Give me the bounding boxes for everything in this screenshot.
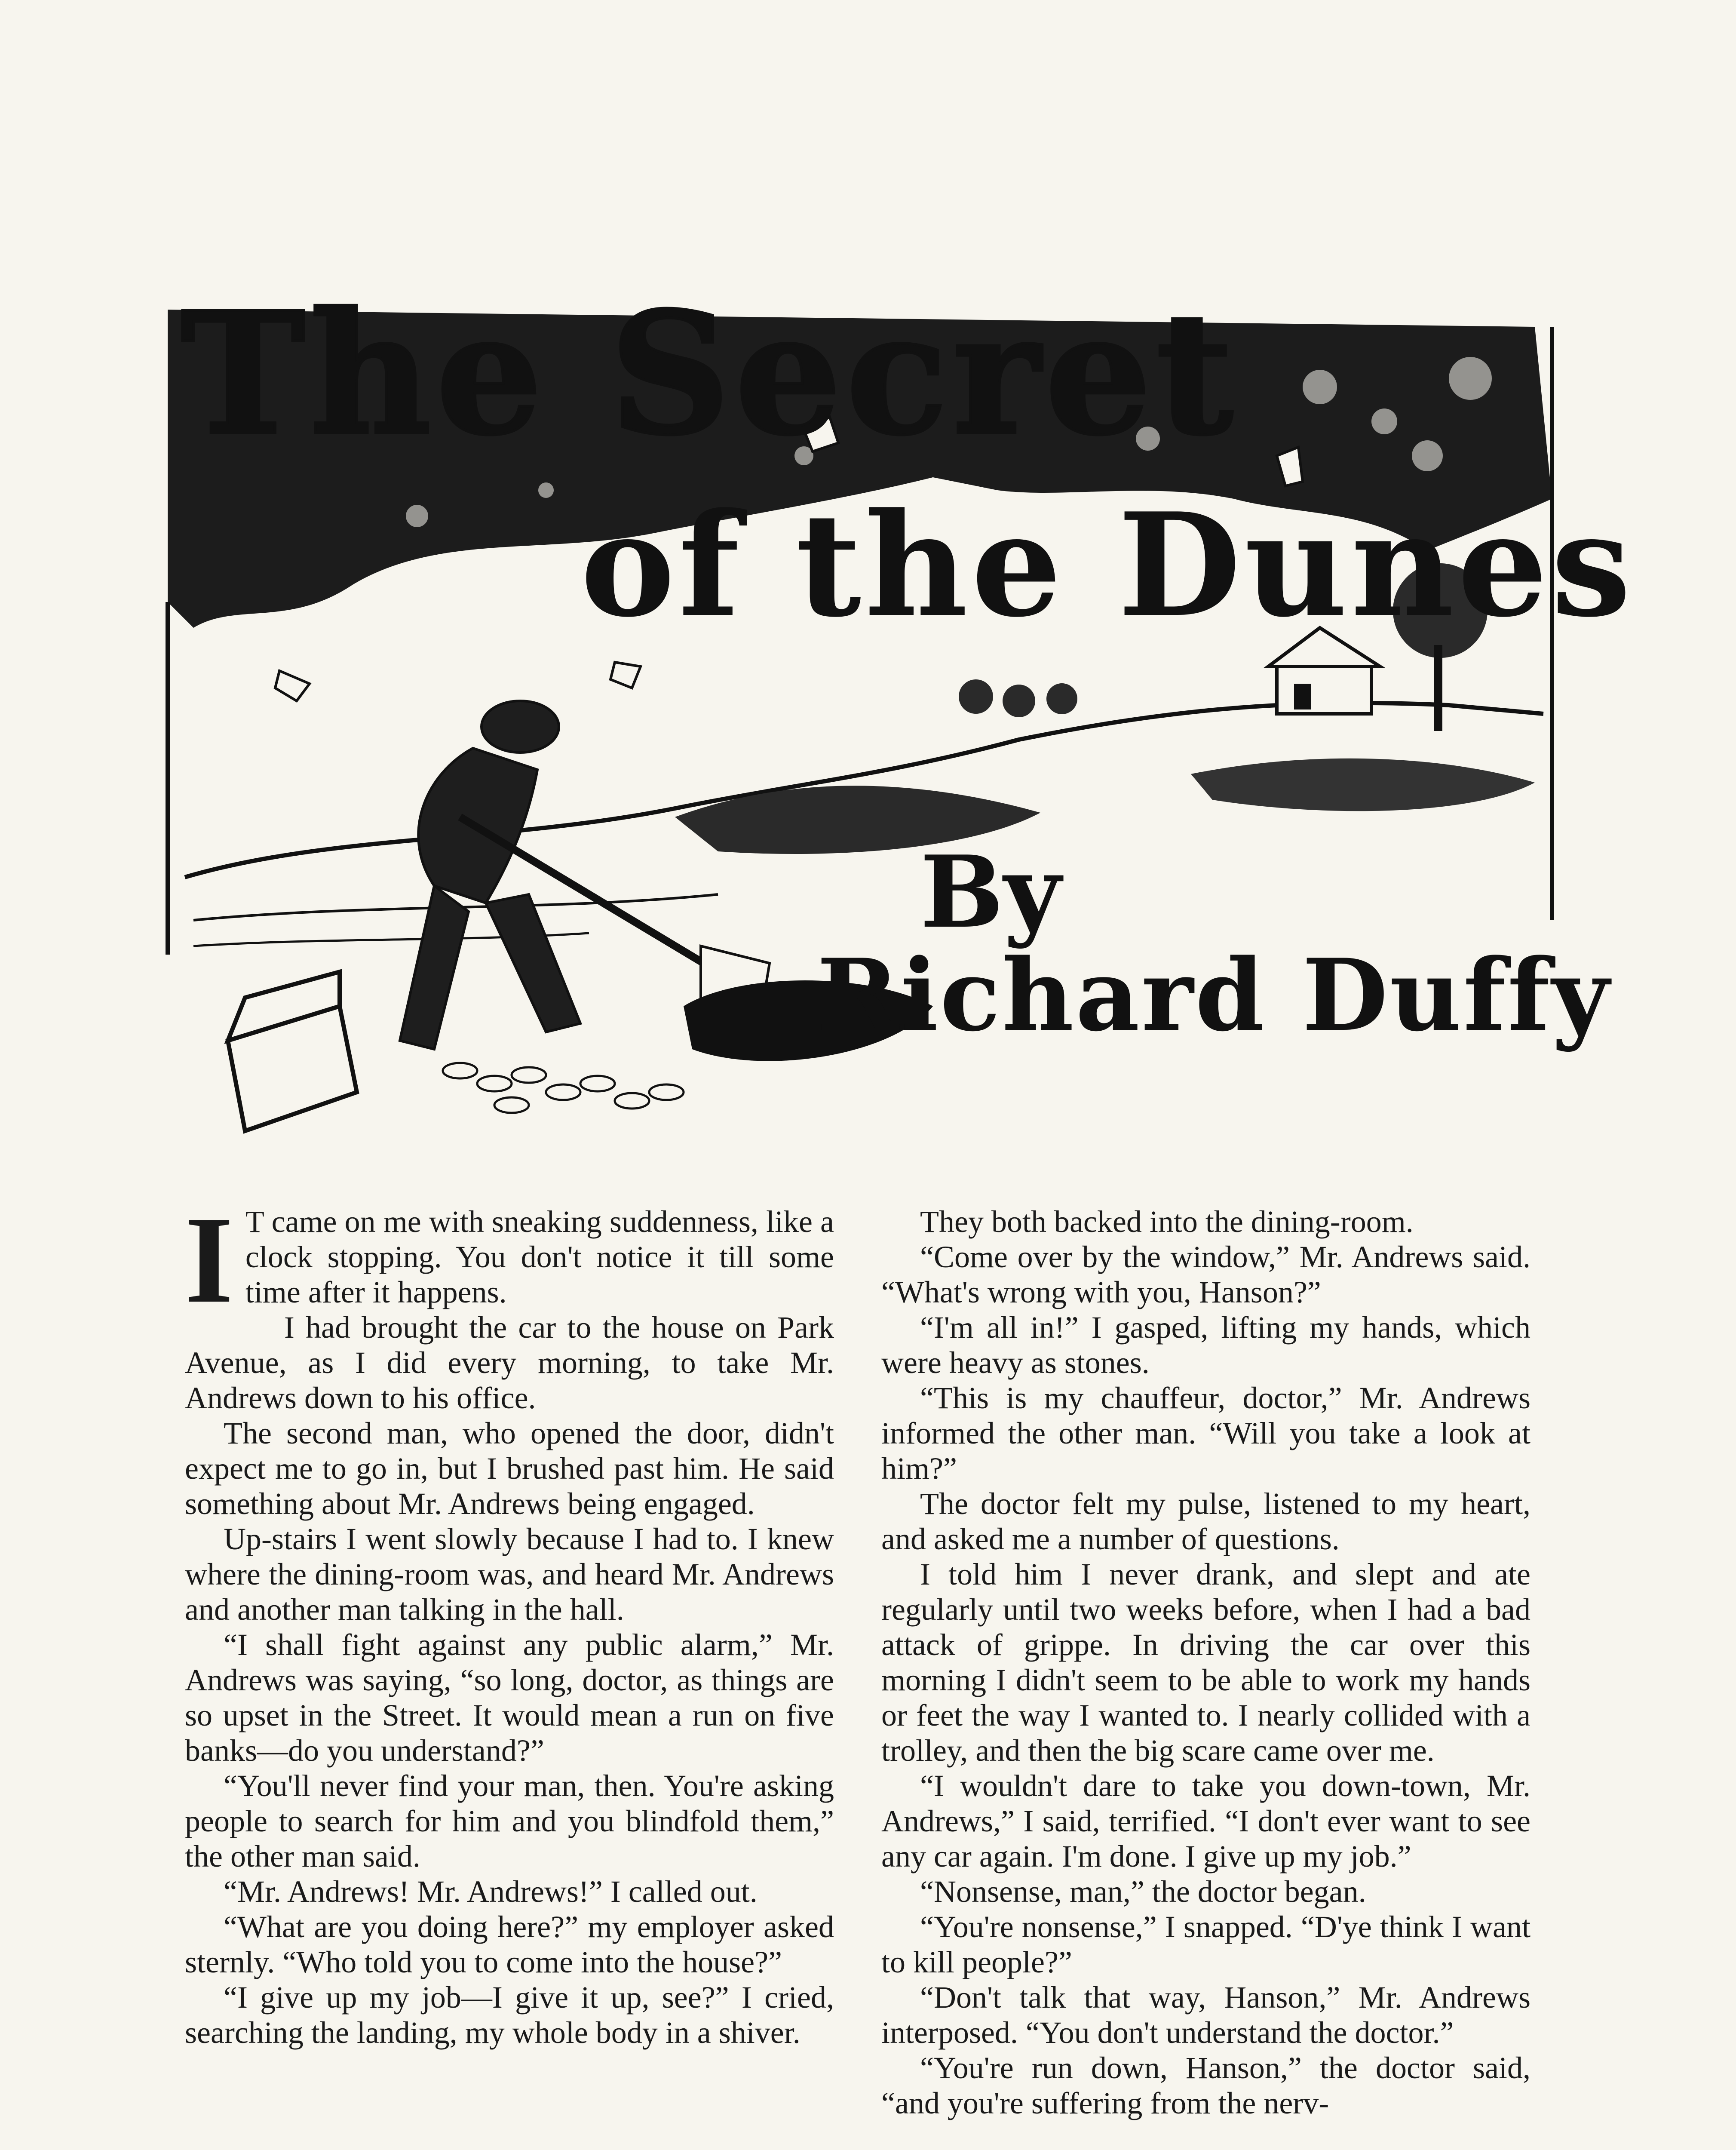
paragraph: “What are you doing here?” my employer asked sternly. “Who told you to come into the house?” — [185, 1910, 834, 1979]
drop-cap: I — [185, 1191, 233, 1329]
byline-by: By — [920, 834, 1061, 950]
dune-shadow-far — [1191, 759, 1535, 811]
title-line-2: of the Dunes — [580, 482, 1635, 648]
paragraph: “This is my chauffeur, doctor,” Mr. Andrews informed the other man. “Will you take a look at him?” — [881, 1381, 1531, 1486]
paragraph: I had brought the car to the house on Park Avenue, as I did every morning, to take Mr. Andrews down to his office. — [185, 1310, 834, 1415]
paragraph: “I wouldn't dare to take you down-town, Mr. Andrews,” I said, terrified. “I don't ever want to see any car again. I'm done. I give up my job.” — [881, 1769, 1531, 1874]
treasure-chest-icon — [228, 972, 357, 1131]
coins-pile-icon — [443, 1063, 684, 1113]
paragraph: “You'll never find your man, then. You're asking people to search for him and you blindfold them,” the other man said. — [185, 1769, 834, 1874]
paragraph: “I give up my job—I give it up, see?” I cried, searching the landing, my whole body in a shiver. — [185, 1980, 834, 2050]
left-column — [185, 1191, 834, 2050]
paragraph: Up-stairs I went slowly because I had to. I knew where the dining-room was, and heard Mr. Andrews and another man talking in the hall. — [185, 1522, 834, 1627]
right-column — [881, 1204, 1531, 2121]
paragraph: “I shall fight against any public alarm,” Mr. Andrews was saying, “so long, doctor, as things are so upset in the Street. It would mean a run on five banks—do you understand?” — [185, 1628, 834, 1768]
title-line-1: The Secret — [181, 275, 1238, 472]
paragraph: The second man, who opened the door, didn't expect me to go in, but I brushed past him. He said something about Mr. Andrews being engaged. — [185, 1416, 834, 1521]
paragraph: I told him I never drank, and slept and ate regularly until two weeks before, when I had a bad attack of grippe. In driving the car over this morning I didn't seem to be able to work my hands or feet the way I wanted to. I nearly collided with a trolley, and then the big scare came over me. — [881, 1557, 1531, 1768]
paragraph: “You're run down, Hanson,” the doctor said, “and you're suffering from the nerv- — [881, 2051, 1531, 2120]
paragraph: “Mr. Andrews! Mr. Andrews!” I called out. — [224, 1874, 758, 1909]
paragraph: The doctor felt my pulse, listened to my heart, and asked me a number of questions. — [881, 1487, 1531, 1556]
paragraph: “I'm all in!” I gasped, lifting my hands, which were heavy as stones. — [881, 1310, 1531, 1380]
paragraph: “Come over by the window,” Mr. Andrews said. “What's wrong with you, Hanson?” — [881, 1240, 1531, 1309]
paragraph: “You're nonsense,” I snapped. “D'ye think I want to kill people?” — [881, 1910, 1531, 1979]
byline-author: Richard Duffy — [817, 937, 1611, 1054]
paragraph: They both backed into the dining-room. — [920, 1204, 1414, 1239]
paragraph: “Don't talk that way, Hanson,” Mr. Andrews interposed. “You don't understand the doctor.” — [881, 1980, 1531, 2050]
paragraph: “Nonsense, man,” the doctor began. — [920, 1874, 1366, 1909]
paragraph: I T came on me with sneaking suddenness, like a clock stopping. You don't notice it till some time after it happens. — [185, 1191, 834, 1329]
